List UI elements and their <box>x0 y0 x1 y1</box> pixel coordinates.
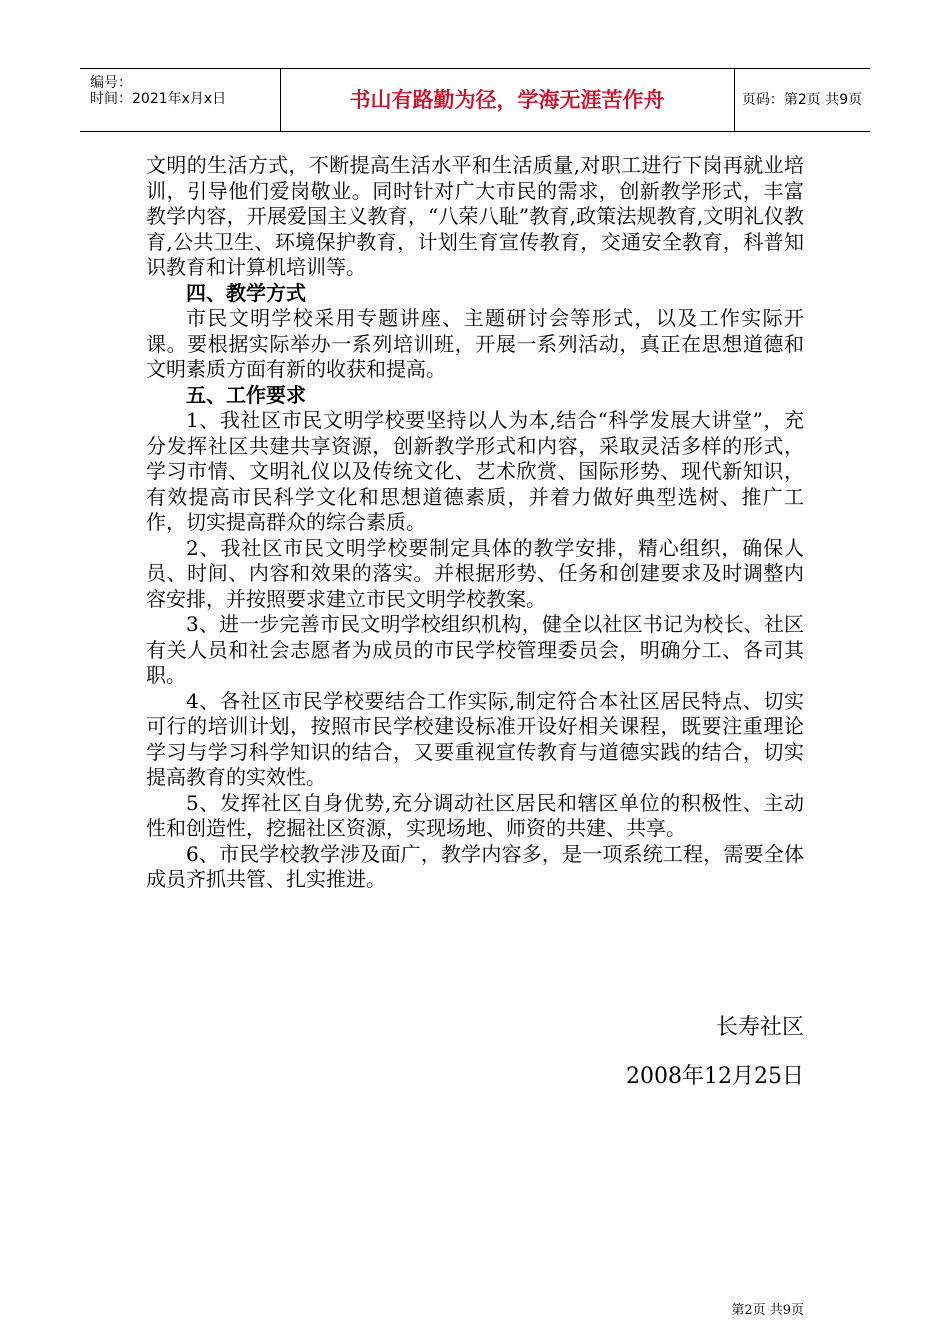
header-motto: 书山有路勤为径，学海无涯苦作舟 <box>349 88 665 112</box>
requirement-item-2: 2、我社区市民文明学校要制定具体的教学安排，精心组织，确保人员、时间、内容和效果的落实。并根据形势、任务和创建要求及时调整内容安排，并按照要求建立市民文明学校教案。 <box>146 535 804 611</box>
section-heading-work-requirements: 五、工作要求 <box>186 382 306 407</box>
signature-organization: 长寿社区 <box>715 1015 804 1040</box>
document-number-label: 编号： <box>90 75 132 91</box>
requirement-item-3: 3、进一步完善市民文明学校组织机构，健全以社区书记为校长、社区有关人员和社会志愿者为成员的市民学校管理委员会，明确分工、各司其职。 <box>146 612 804 687</box>
requirement-item-5: 5、发挥社区自身优势,充分调动社区居民和辖区单位的积极性、主动性和创造性，挖掘社区资源，实现场地、师资的共建、共享。 <box>146 790 804 840</box>
header-info-cell <box>80 69 281 131</box>
requirement-item-4: 4、各社区市民学校要结合工作实际,制定符合本社区居民特点、切实可行的培训计划，按照市民学校建设标准开设好相关课程，既要注重理论学习与学习科学知识的结合，又要重视宣传教育与道德实践的结合，切实提高教育的实效性。 <box>146 688 804 789</box>
document-time-label: 时间：2021年x月x日 <box>90 91 227 107</box>
requirement-item-1: 1、我社区市民文明学校要坚持以人为本,结合“科学发展大讲堂”，充分发挥社区共建共享资源，创新教学形式和内容，采取灵活多样的形式，学习市情、文明礼仪以及传统文化、艺术欣赏、国际形势、现代新知识，有效提高市民科学文化和思想道德素质，并着力做好典型选树、推广工作，切实提高群众的综合素质。 <box>146 408 804 534</box>
header-motto-cell <box>280 69 735 131</box>
paragraph-teaching-method: 市民文明学校采用专题讲座、主题研讨会等形式，以及工作实际开课。要根据实际举办一系列培训班，开展一系列活动，真正在思想道德和文明素质方面有新的收获和提高。 <box>146 306 804 381</box>
document-body <box>146 153 804 893</box>
page-header <box>80 68 870 132</box>
paragraph-continued: 文明的生活方式，不断提高生活水平和生活质量,对职工进行下岗再就业培训，引导他们爱岗敬业。同时针对广大市民的需求，创新教学形式，丰富教学内容，开展爱国主义教育，“八荣八耻”教育,政策法规教育,文明礼仪教育,公共卫生、环境保护教育，计划生育宣传教育，交通安全教育，科普知识教育和计算机培训等。 <box>146 153 804 279</box>
section-heading-teaching-method: 四、教学方式 <box>186 280 306 305</box>
signature-date: 2008年12月25日 <box>626 1064 804 1089</box>
page-footer-number: 第2页 共9页 <box>731 1303 804 1318</box>
header-page-code: 页码：第2页 共9页 <box>741 92 863 108</box>
requirement-item-6: 6、市民学校教学涉及面广，教学内容多，是一项系统工程，需要全体成员齐抓共管、扎实推进。 <box>146 841 804 891</box>
